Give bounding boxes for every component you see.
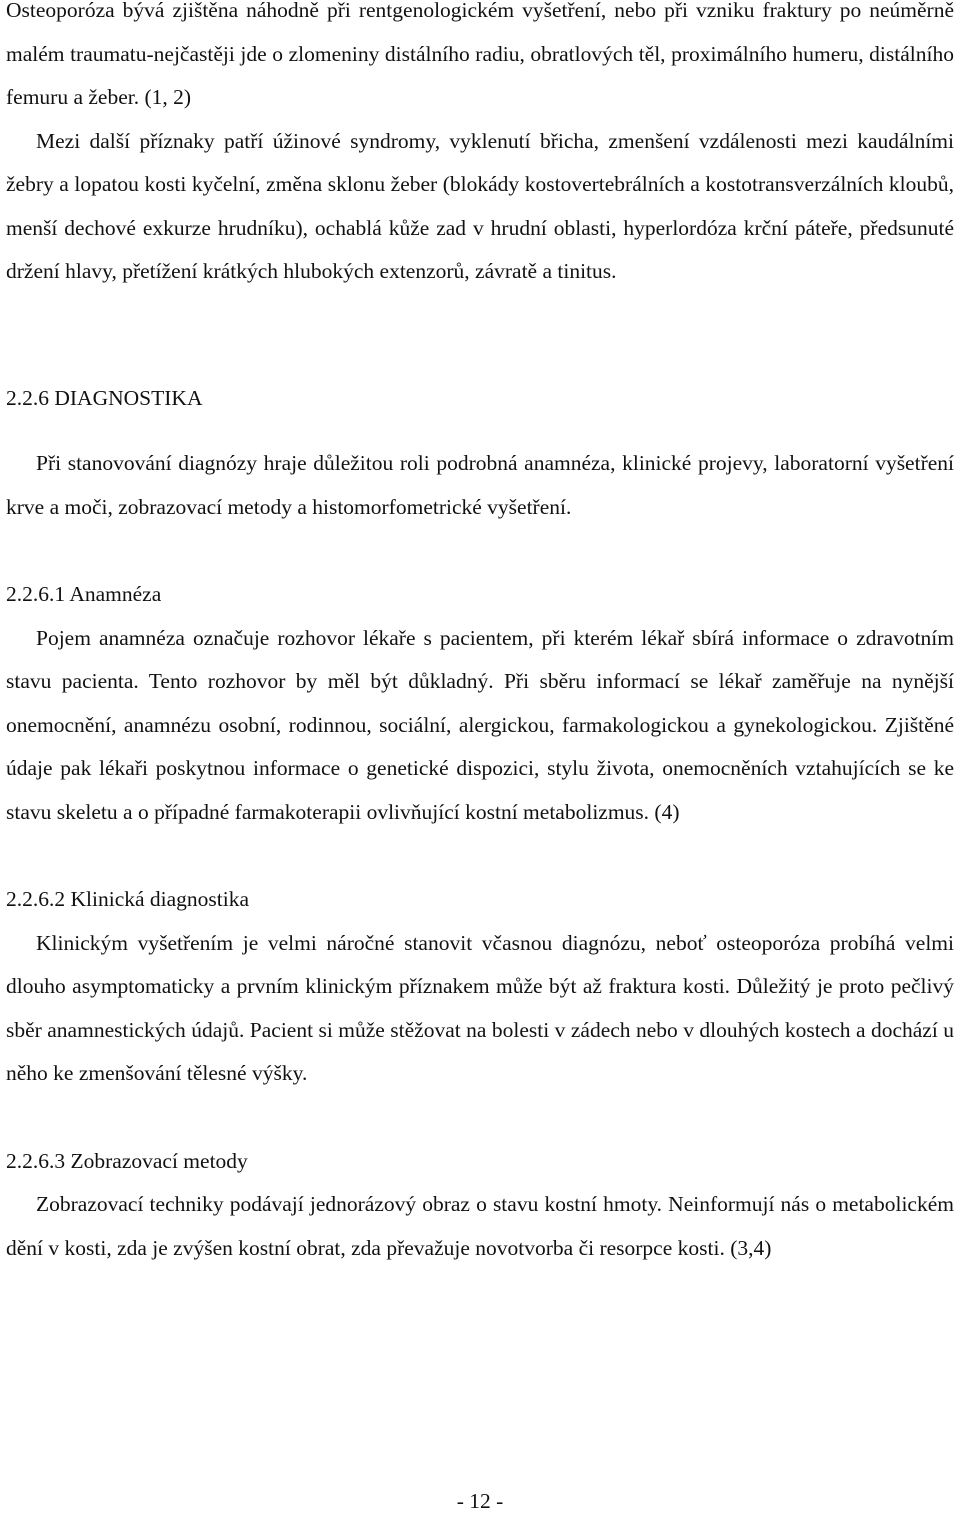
- zobrazovaci-paragraph: Zobrazovací techniky podávají jednorázový obraz o stavu kostní hmoty. Neinformují nás o metabolickém dění v kosti, zda je zvýšen kostní obrat, zda převažuje novotvorba či resorpce kosti. (3,4): [6, 1192, 954, 1260]
- subsection-heading-anamneza: 2.2.6.1 Anamnéza: [6, 582, 162, 606]
- intro-paragraph-1: Osteoporóza bývá zjištěna náhodně při rentgenologickém vyšetření, nebo při vzniku fraktury po neúměrně malém traumatu-nejčastěji jde o zlomeniny distálního radiu, obratlových těl, proximálního humeru, distálního femuru a žeber. (1, 2): [6, 0, 954, 109]
- intro-paragraph-2: Mezi další příznaky patří úžinové syndromy, vyklenutí břicha, zmenšení vzdálenosti mezi kaudálními žebry a lopatou kosti kyčelní, změna sklonu žeber (blokády kostovertebrálních a kostotransverzálních kloubů, menší dechové exkurze hrudníku), ochablá kůže zad v hrudní oblasti, hyperlordóza krční páteře, předsunuté držení hlavy, přetížení krátkých hlubokých extenzorů, závratě a tinitus.: [6, 128, 954, 283]
- klinicka-paragraph: Klinickým vyšetřením je velmi náročné stanovit včasnou diagnózu, neboť osteoporóza probíhá velmi dlouho asymptomaticky a prvním klinickým příznakem může být až fraktura kosti. Důležitý je proto pečlivý sběr anamnestických údajů. Pacient si může stěžovat na bolesti v zádech nebo v dlouhých kostech a dochází u něho ke zmenšování tělesné výšky.: [6, 930, 954, 1085]
- subsection-heading-klinicka: 2.2.6.2 Klinická diagnostika: [6, 887, 250, 911]
- document-page: [6, 0, 954, 1270]
- diagnostika-paragraph: Při stanovování diagnózy hraje důležitou roli podrobná anamnéza, klinické projevy, laboratorní vyšetření krve a moči, zobrazovací metody a histomorfometrické vyšetření.: [6, 451, 954, 519]
- subsection-heading-zobrazovaci: 2.2.6.3 Zobrazovací metody: [6, 1148, 248, 1173]
- anamneza-paragraph: Pojem anamnéza označuje rozhovor lékaře s pacientem, při kterém lékař sbírá informace o zdravotním stavu pacienta. Tento rozhovor by měl být důkladný. Při sběru informací se lékař zaměřuje na nynější onemocnění, anamnézu osobní, rodinnou, sociální, alergickou, farmakologickou a gynekologickou. Zjištěné údaje pak lékaři poskytnou informace o genetické dispozici, stylu života, onemocněních vztahujících se ke stavu skeletu a o případné farmakoterapii ovlivňující kostní metabolizmus. (4): [6, 625, 954, 824]
- section-heading-diagnostika: 2.2.6 DIAGNOSTIKA: [6, 385, 203, 410]
- page-number: - 12 -: [456, 1489, 504, 1513]
